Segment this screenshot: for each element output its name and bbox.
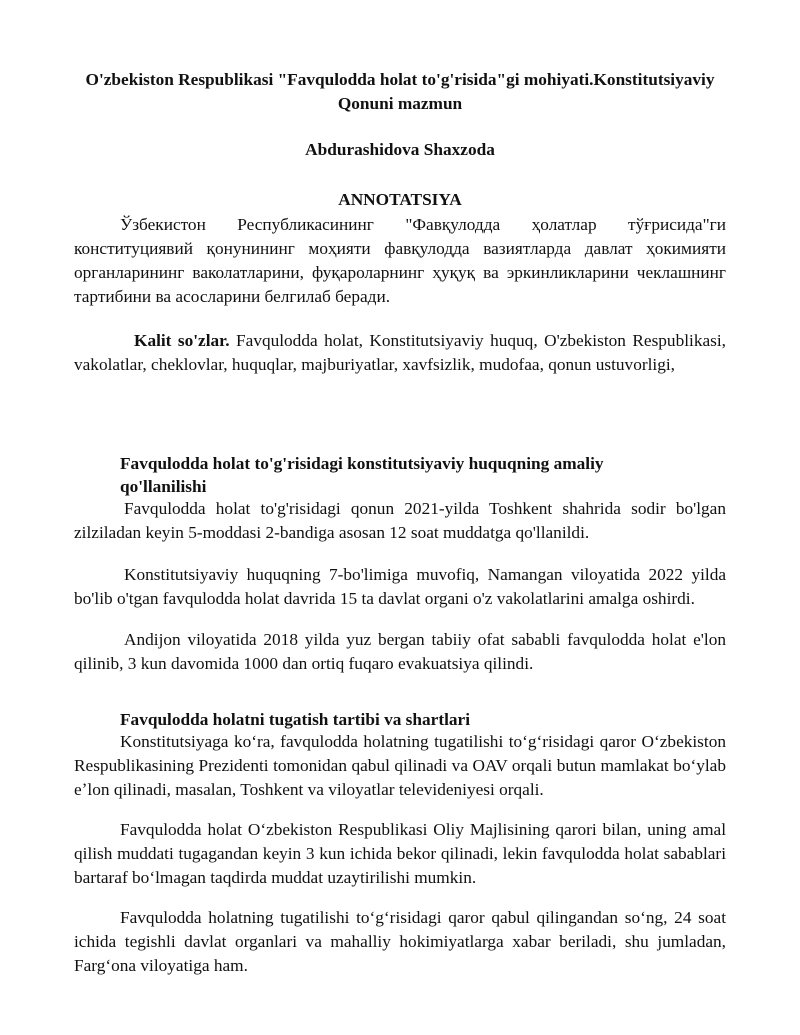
section-heading-termination-procedure: Favqulodda holatni tugatish tartibi va shartlari xyxy=(120,710,470,729)
section2-paragraph-2: Favqulodda holat Oʻzbekiston Respublikasi Oliy Majlisining qarori bilan, uning amal qilish muddati tugagandan keyin 3 kun ichida bekor qilinadi, lekin favqulodda holat sabablari bartaraf boʻlmagan taqdirda muddat uzaytirilishi mumkin. xyxy=(74,820,726,887)
section2-paragraph-1: Konstitutsiyaga koʻra, favqulodda holatning tugatilishi toʻgʻrisidagi qaror Oʻzbekiston Respublikasining Prezidenti tomonidan qabul qilinadi va OAV orqali butun mamlakat boʻylab eʼlon qilinadi, masalan, Toshkent va viloyatlar televideniyesi orqali. xyxy=(74,732,726,799)
section1-paragraph-2: Konstitutsiyaviy huquqning 7-bo'limiga muvofiq, Namangan viloyatida 2022 yilda bo'lib o'tgan favqulodda holat davrida 15 ta davlat organi o'z vakolatlarini amalga oshirdi. xyxy=(74,565,726,608)
section1-paragraph-1: Favqulodda holat to'g'risidagi qonun 2021-yilda Toshkent shahrida sodir bo'lgan zilziladan keyin 5-moddasi 2-bandiga asosan 12 soat muddatga qo'llanildi. xyxy=(74,499,726,542)
document-title: O'zbekiston Respublikasi "Favqulodda holat to'g'risida"gi mohiyati.Konstitutsiyaviy Qonuni mazmun xyxy=(85,70,715,113)
keywords-paragraph xyxy=(74,329,726,377)
keywords-label: Kalit so'zlar. xyxy=(134,331,230,350)
annotation-heading: ANNOTATSIYA xyxy=(338,190,462,209)
author-name: Abdurashidova Shaxzoda xyxy=(305,140,495,159)
section-heading-practical-application: Favqulodda holat to'g'risidagi konstitutsiyaviy huquqning amaliy qo'llanilishi xyxy=(120,454,604,496)
section1-paragraph-3: Andijon viloyatida 2018 yilda yuz bergan tabiiy ofat sababli favqulodda holat e'lon qilinib, 3 kun davomida 1000 dan ortiq fuqaro evakuatsiya qilindi. xyxy=(74,630,726,673)
annotation-paragraph: Ўзбекистон Республикасининг "Фавқулодда ҳолатлар тўғрисида"ги конституциявий қонунининг моҳияти фавқулодда вазиятларда давлат ҳокимияти органларининг ваколатларини, фуқароларнинг ҳуқуқ ва эркинликларини чеклашнинг тартибини ва асосларини белгилаб беради. xyxy=(74,215,726,306)
section2-paragraph-3: Favqulodda holatning tugatilishi toʻgʻrisidagi qaror qabul qilingandan soʻng, 24 soat ichida tegishli davlat organlari va mahalliy hokimiyatlarga xabar beriladi, shu jumladan, Fargʻona viloyatiga ham. xyxy=(74,908,726,975)
keywords-text: Favqulodda holat, Konstitutsiyaviy huquq, O'zbekiston Respublikasi, vakolatlar, cheklovlar, huquqlar, majburiyatlar, xavfsizlik, mudofaa, qonun ustuvorligi, xyxy=(74,331,726,374)
